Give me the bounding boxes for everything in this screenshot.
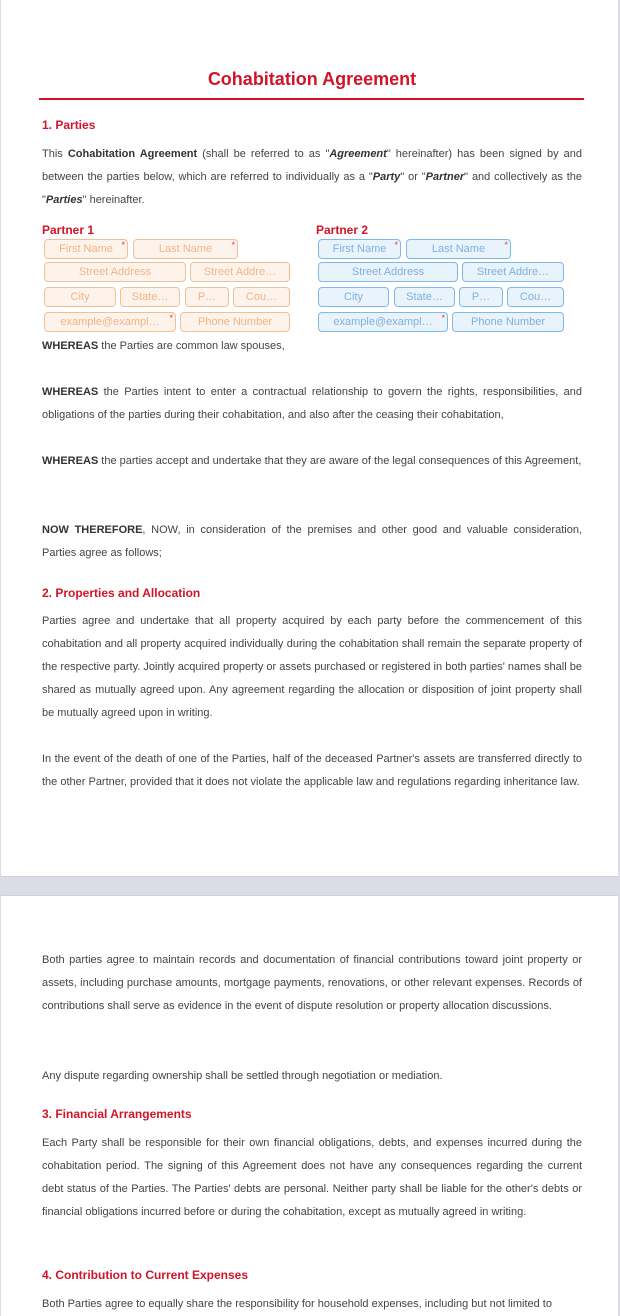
partner-1-email-field[interactable]: example@exampl… * xyxy=(44,312,176,332)
parties-intro-paragraph: This Cohabitation Agreement (shall be referred to as "Agreement" hereinafter) has been signed by and between the parties below, which are referred to individually as a "Party" or "Partner" and collectively as the "Parties" hereinafter. xyxy=(42,148,582,206)
partner-1-street-address-2-field[interactable]: Street Addre… xyxy=(190,262,290,282)
now-therefore-clause: NOW THEREFORE, NOW, in consideration of the premises and other good and valuable consideration, Parties agree as follows; xyxy=(42,524,582,559)
partner-2-last-name-field[interactable]: Last Name * xyxy=(406,239,511,259)
partner-2-country-field[interactable]: Cou… xyxy=(507,287,564,307)
document-title: Cohabitation Agreement xyxy=(207,69,417,89)
partner-2-phone-field[interactable]: Phone Number xyxy=(452,312,564,332)
partner-2-first-name-field[interactable]: First Name * xyxy=(318,239,401,259)
partner-1-country-field[interactable]: Cou… xyxy=(233,287,290,307)
partner-1-phone-field[interactable]: Phone Number xyxy=(180,312,290,332)
whereas-legal-consequences: WHEREAS the parties accept and undertake that they are aware of the legal consequences of this Agreement, xyxy=(42,455,582,467)
whereas-common-law-spouses: WHEREAS the Parties are common law spouses, xyxy=(42,340,285,352)
required-marker: * xyxy=(504,240,508,250)
partner-1-city-field[interactable]: City xyxy=(44,287,116,307)
properties-paragraph-4: Any dispute regarding ownership shall be settled through negotiation or mediation. xyxy=(42,1070,443,1082)
partner-1-state-field[interactable]: State… xyxy=(120,287,180,307)
partner-2-email-field[interactable]: example@exampl… * xyxy=(318,312,448,332)
partner-2-postal-code-field[interactable]: P… xyxy=(459,287,503,307)
partner-2-state-field[interactable]: State… xyxy=(394,287,455,307)
section-heading-parties: 1. Parties xyxy=(42,118,96,132)
properties-paragraph-1: Parties agree and undertake that all property acquired by each party before the commencement of this cohabitation and all property acquired individually during the cohabitation shall remain the separate property of the respective party. Jointly acquired property or assets purchased or registered in both parties' names shall be shared as mutually agreed upon. Any agreement regarding the allocation or disposition of joint property shall be mutually agreed upon in writing. xyxy=(42,615,582,719)
whereas-contractual-relationship: WHEREAS the Parties intent to enter a contractual relationship to govern the rights, responsibilities, and obligations of the parties during their cohabitation, and also after the ceasing their cohabitation, xyxy=(42,386,582,421)
partner-2-city-field[interactable]: City xyxy=(318,287,389,307)
partner-2-street-address-2-field[interactable]: Street Addre… xyxy=(462,262,564,282)
partner-2-street-address-field[interactable]: Street Address xyxy=(318,262,458,282)
required-marker: * xyxy=(169,313,173,323)
financial-paragraph-1: Each Party shall be responsible for their own financial obligations, debts, and expenses incurred during the cohabitation period. The signing of this Agreement does not have any consequences regarding the current debt status of the Parties. The Parties' debts are personal. Neither party shall be liable for the other's debts or financial obligations incurred before or during the cohabitation, except as mutually agreed in writing. xyxy=(42,1137,582,1218)
document-page-2 xyxy=(1,895,618,1316)
properties-paragraph-2: In the event of the death of one of the Parties, half of the deceased Partner's assets are transferred directly to the other Partner, provided that it does not violate the applicable law and regulations regarding inheritance law. xyxy=(42,753,582,788)
required-marker: * xyxy=(441,313,445,323)
required-marker: * xyxy=(121,240,125,250)
section-heading-financial: 3. Financial Arrangements xyxy=(42,1107,192,1121)
partner-1-first-name-field[interactable]: First Name * xyxy=(44,239,128,259)
title-divider xyxy=(39,98,584,100)
properties-paragraph-3: Both parties agree to maintain records and documentation of financial contributions toward joint property or assets, including purchase amounts, mortgage payments, renovations, or other relevant expenses. Records of contributions shall serve as evidence in the event of dispute resolution or property allocation discussions. xyxy=(42,954,582,1012)
partner-1-postal-code-field[interactable]: P… xyxy=(185,287,229,307)
partner-1-street-address-field[interactable]: Street Address xyxy=(44,262,186,282)
partner-1-label: Partner 1 xyxy=(42,223,95,237)
partner-2-label: Partner 2 xyxy=(316,223,369,237)
document-page-1 xyxy=(1,0,618,877)
required-marker: * xyxy=(231,240,235,250)
section-heading-properties: 2. Properties and Allocation xyxy=(42,586,201,600)
required-marker: * xyxy=(394,240,398,250)
contribution-paragraph-1: Both Parties agree to equally share the responsibility for household expenses, including but not limited to xyxy=(42,1298,552,1310)
section-heading-contribution: 4. Contribution to Current Expenses xyxy=(42,1268,249,1282)
partner-1-last-name-field[interactable]: Last Name * xyxy=(133,239,238,259)
